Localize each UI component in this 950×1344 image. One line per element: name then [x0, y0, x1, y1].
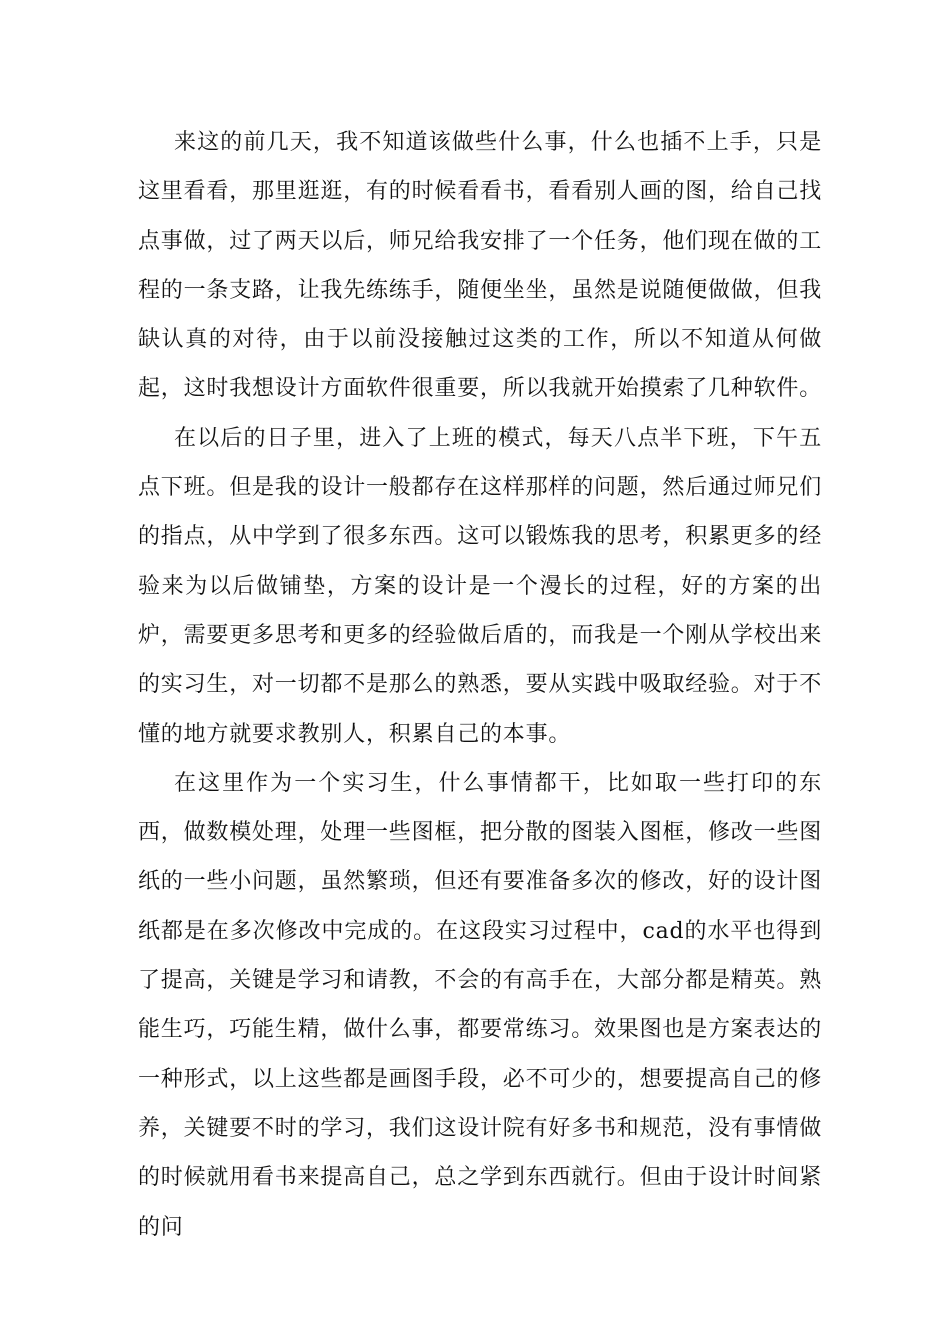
document-body — [138, 118, 822, 1252]
paragraph-3: 在这里作为一个实习生，什么事情都干，比如取一些打印的东西，做数模处理，处理一些图框，把分散的图装入图框，修改一些图纸的一些小问题，虽然繁琐，但还有要准备多次的修改，好的设计图纸都是在多次修改中完成的。在这段实习过程中，cad的水平也得到了提高，关键是学习和请教，不会的有高手在，大部分都是精英。熟能生巧，巧能生精，做什么事，都要常练习。效果图也是方案表达的一种形式，以上这些都是画图手段，必不可少的，想要提高自己的修养，关键要不时的学习，我们这设计院有好多书和规范，没有事情做的时候就用看书来提高自己，总之学到东西就行。但由于设计时间紧的问 — [138, 770, 823, 1240]
paragraph-1: 来这的前几天，我不知道该做些什么事，什么也插不上手，只是这里看看，那里逛逛，有的时候看看书，看看别人画的图，给自己找点事做，过了两天以后，师兄给我安排了一个任务，他们现在做的工程的一条支路，让我先练练手，随便坐坐，虽然是说随便做做，但我缺认真的对待，由于以前没接触过这类的工作，所以不知道从何做起，这时我想设计方面软件很重要，所以我就开始摸索了几种软件。 — [138, 130, 823, 402]
paragraph-2: 在以后的日子里，进入了上班的模式，每天八点半下班，下午五点下班。但是我的设计一般都存在这样那样的问题，然后通过师兄们的指点，从中学到了很多东西。这可以锻炼我的思考，积累更多的经验来为以后做铺垫，方案的设计是一个漫长的过程，好的方案的出炉，需要更多思考和更多的经验做后盾的，而我是一个刚从学校出来的实习生，对一切都不是那么的熟悉，要从实践中吸取经验。对于不懂的地方就要求教别人，积累自己的本事。 — [138, 425, 823, 747]
